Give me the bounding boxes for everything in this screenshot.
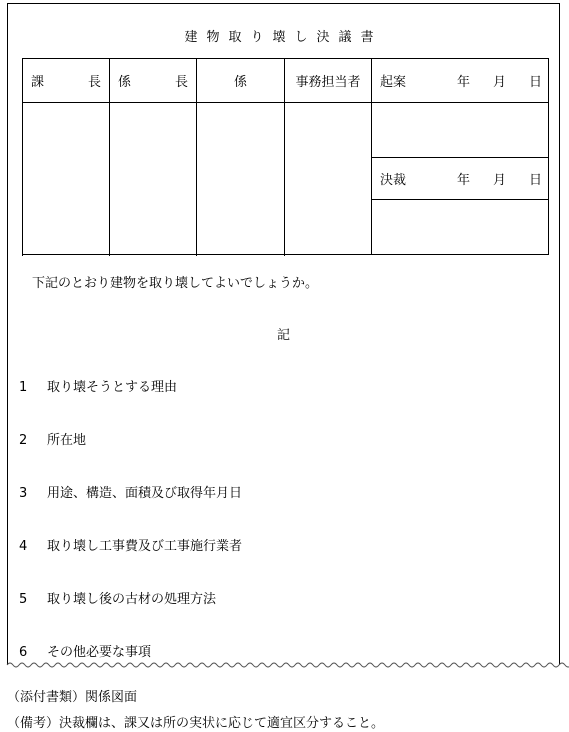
attachments-note: （添付書類）関係図面 — [7, 690, 138, 705]
intro-text: 下記のとおり建物を取り壊してよいでしょうか。 — [32, 276, 319, 291]
list-item: 3 用途、構造、面積及び取得年月日 — [19, 486, 243, 501]
header-kian-date: 起案 年 月 日 — [372, 59, 549, 103]
stamp-kacho[interactable] — [23, 103, 110, 255]
stamp-kakari[interactable] — [197, 103, 285, 255]
ki-heading: 記 — [276, 328, 290, 343]
header-tanto: 事務担当者 — [285, 59, 372, 103]
document-title: 建物取り壊し決議書 — [184, 30, 383, 45]
stamp-kian[interactable] — [372, 103, 549, 158]
header-kacho: 課 長 — [23, 59, 110, 103]
header-kakari: 係 — [197, 59, 285, 103]
approval-table — [22, 58, 549, 255]
list-item: 5 取り壊し後の古材の処理方法 — [19, 592, 217, 607]
remarks-note: （備考）決裁欄は、課又は所の実状に応じて適宜区分すること。 — [7, 716, 385, 731]
list-item: 1 取り壊そうとする理由 — [19, 380, 178, 395]
stamp-tanto[interactable] — [285, 103, 372, 255]
header-kakaricho: 係 長 — [110, 59, 197, 103]
kessai-date-cell: 決裁 年 月 日 — [372, 158, 549, 200]
list-item: 6 その他必要な事項 — [19, 645, 152, 660]
document-frame — [7, 3, 560, 665]
stamp-kessai[interactable] — [372, 200, 549, 255]
stamp-kakaricho[interactable] — [110, 103, 197, 255]
list-item: 2 所在地 — [19, 433, 87, 448]
torn-edge-line — [0, 660, 569, 672]
list-item: 4 取り壊し工事費及び工事施行業者 — [19, 539, 243, 554]
